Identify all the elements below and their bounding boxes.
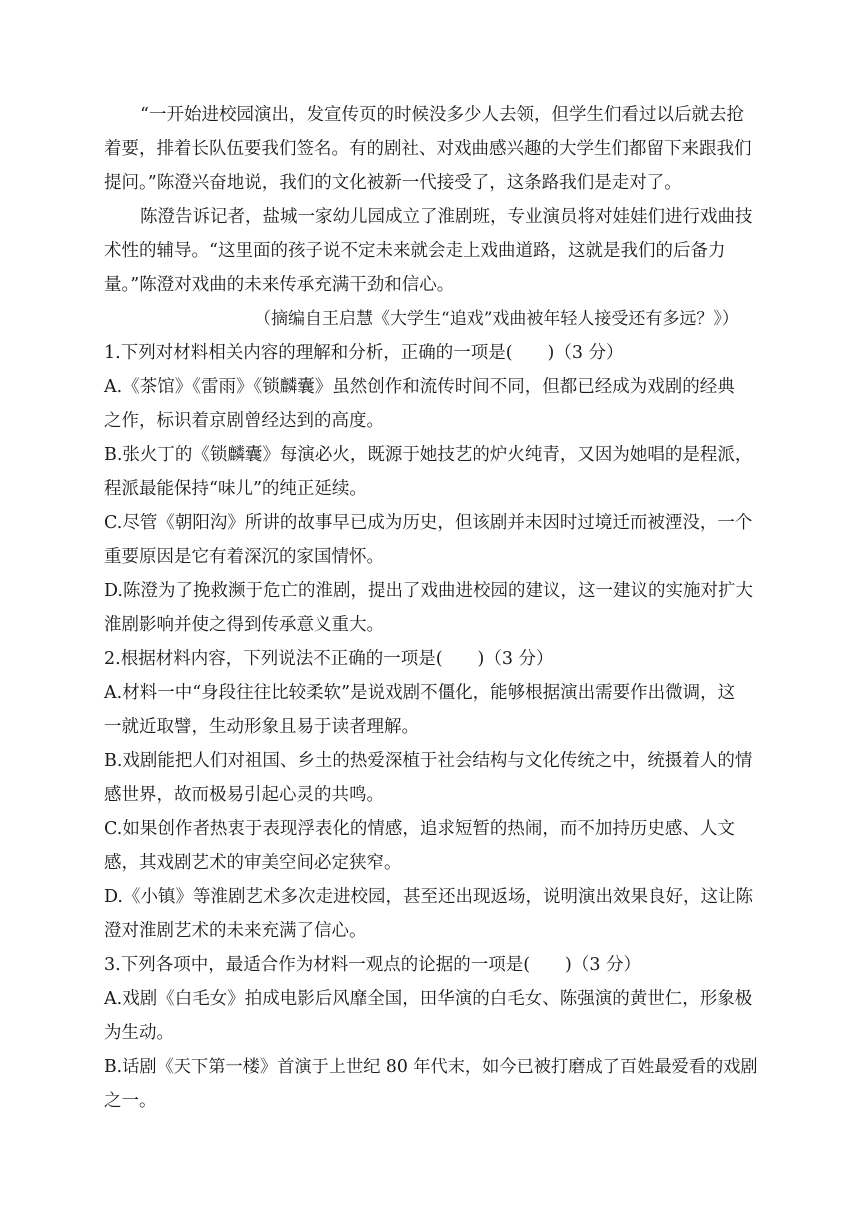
question-stem: 2.根据材料内容，下列说法不正确的一项是( )（3 分） [104, 649, 554, 669]
option-line: 之作，标识着京剧曾经达到的高度。 [104, 411, 384, 431]
passage-line: 陈澄告诉记者，盐城一家幼儿园成立了淮剧班，专业演员将对娃娃们进行戏曲技 [140, 207, 753, 227]
passage-line: “一开始进校园演出，发宣传页的时候没多少人去领，但学生们看过以后就去抢 [140, 105, 744, 125]
question-stem: 3.下列各项中，最适合作为材料一观点的论据的一项是( )（3 分） [104, 955, 642, 975]
option-line: A.材料一中“身段往往比较柔软”是说戏剧不僵化，能够根据演出需要作出微调，这 [104, 683, 736, 703]
option-line: 重要原因是它有着深沉的家国情怀。 [104, 547, 384, 567]
option-line: 澄对淮剧艺术的未来充满了信心。 [104, 921, 367, 941]
passage-line: 着要，排着长队伍要我们签名。有的剧社、对戏曲感兴趣的大学生们都留下来跟我们 [104, 139, 752, 159]
option-line: A.戏剧《白毛女》拍成电影后风靡全国，田华演的白毛女、陈强演的黄世仁，形象极 [104, 989, 753, 1009]
option-line: 感世界，故而极易引起心灵的共鸣。 [104, 785, 384, 805]
option-line: 之一。 [104, 1091, 157, 1111]
passage-line: 量。”陈澄对戏曲的未来传承充满干劲和信心。 [104, 275, 455, 295]
option-line: 淮剧影响并使之得到传承意义重大。 [104, 615, 384, 635]
option-line: D.《小镇》等淮剧艺术多次走进校园，甚至还出现返场，说明演出效果良好，这让陈 [104, 887, 753, 907]
option-line: 一就近取譬，生动形象且易于读者理解。 [104, 717, 419, 737]
option-line: D.陈澄为了挽救濒于危亡的淮剧，提出了戏曲进校园的建议，这一建议的实施对扩大 [104, 581, 753, 601]
passage-line: 提问。”陈澄兴奋地说，我们的文化被新一代接受了，这条路我们是走对了。 [104, 173, 682, 193]
question-stem: 1.下列对材料相关内容的理解和分析，正确的一项是( )（3 分） [104, 343, 624, 363]
option-line: B.话剧《天下第一楼》首演于上世纪 80 年代末，如今已被打磨成了百姓最爱看的戏剧 [104, 1057, 758, 1077]
option-line: C.如果创作者热衷于表现浮表化的情感，追求短暂的热闹，而不加持历史感、人文 [104, 819, 735, 839]
option-line: C.尽管《朝阳沟》所讲的故事早已成为历史，但该剧并未因时过境迁而被湮没，一个 [104, 513, 753, 533]
option-line: 程派最能保持“味儿”的纯正延续。 [104, 479, 367, 499]
passage-line: 术性的辅导。“这里面的孩子说不定未来就会走上戏曲道路，这就是我们的后备力 [104, 241, 726, 261]
option-line: 为生动。 [104, 1023, 174, 1043]
source-citation: （摘编自王启慧《大学生“追戏”戏曲被年轻人接受还有多远？》） [254, 309, 739, 329]
option-line: B.戏剧能把人们对祖国、乡土的热爱深植于社会结构与文化传统之中，统摄着人的情 [104, 751, 753, 771]
option-line: 感，其戏剧艺术的审美空间必定狭窄。 [104, 853, 402, 873]
option-line: B.张火丁的《锁麟囊》每演必火，既源于她技艺的炉火纯青，又因为她唱的是程派， [104, 445, 753, 465]
option-line: A.《茶馆》《雷雨》《锁麟囊》虽然创作和流传时间不同，但都已经成为戏剧的经典 [104, 377, 735, 397]
